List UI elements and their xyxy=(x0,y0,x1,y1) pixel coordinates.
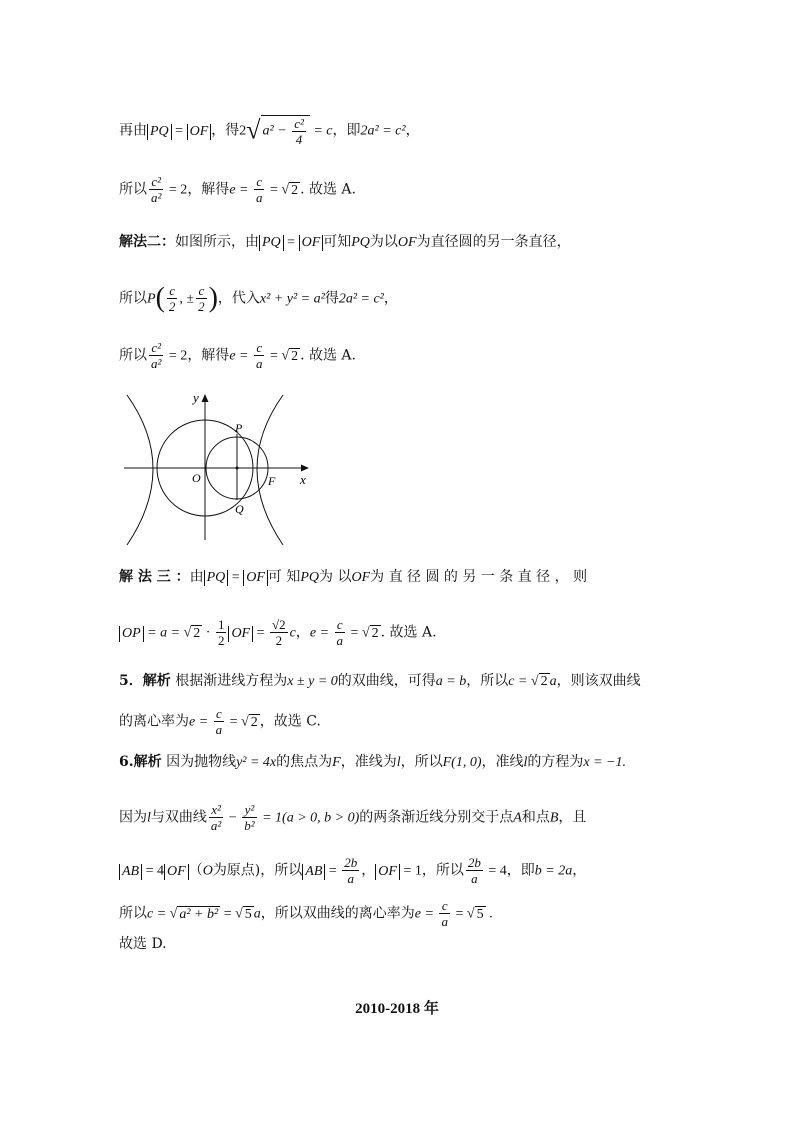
fraction xyxy=(149,340,163,371)
text: = xyxy=(266,182,282,198)
abs-op: OP xyxy=(119,626,144,642)
denominator: 2 xyxy=(275,633,283,648)
text-line-3 xyxy=(119,232,571,253)
numerator: 1 xyxy=(217,617,225,632)
text: c = xyxy=(508,674,531,689)
page-footer: 2010-2018 年 xyxy=(355,1001,439,1017)
sqrt-body: 5 xyxy=(476,906,484,922)
text: 得 xyxy=(324,290,339,307)
numerator: c xyxy=(214,706,225,722)
fraction xyxy=(335,617,346,648)
text: ，所以 xyxy=(400,754,443,770)
numerator: c xyxy=(254,174,265,190)
abs-of: OF xyxy=(164,864,189,880)
text: a xyxy=(549,674,557,689)
sqrt-body: 2 xyxy=(540,674,548,689)
numerator: y² xyxy=(242,802,256,818)
radical-sign: √ xyxy=(361,625,370,641)
fraction xyxy=(214,706,225,737)
text-line-8 xyxy=(119,671,641,692)
denominator: b² xyxy=(244,818,255,833)
denominator: a xyxy=(255,356,263,371)
text: 为原点)，所以 xyxy=(212,862,303,879)
text: P xyxy=(147,291,156,307)
sqrt-body: 2 xyxy=(291,182,299,198)
radical-sign: √ xyxy=(235,906,243,922)
text: = xyxy=(171,123,187,139)
text: e = xyxy=(229,348,252,364)
text: = 2 xyxy=(165,182,188,198)
text: l xyxy=(396,755,401,770)
fraction xyxy=(254,340,265,371)
radical-sign: √ xyxy=(246,115,261,145)
text: ，解得 xyxy=(187,347,230,364)
text: OF xyxy=(351,570,371,585)
text: − xyxy=(225,810,241,826)
text-line-13 xyxy=(119,898,493,929)
text: c = xyxy=(147,906,170,922)
text: = c xyxy=(309,123,333,139)
text: x ± y = 0 xyxy=(287,674,338,689)
text: A xyxy=(513,810,522,826)
text: = a = xyxy=(143,625,184,641)
fraction xyxy=(439,898,450,929)
sqrt-body: 2 xyxy=(371,625,379,641)
fraction xyxy=(342,855,359,886)
text: = 2 xyxy=(165,348,188,364)
denominator: 2 xyxy=(217,633,225,648)
text: 的两条渐近线分别交于点 xyxy=(359,809,514,826)
numerator: 2b xyxy=(467,855,481,870)
paren-left: ( xyxy=(155,282,165,314)
text: ，所以 xyxy=(466,673,509,689)
fraction xyxy=(149,174,163,205)
text: （ xyxy=(188,862,203,879)
text-line-4 xyxy=(119,283,398,314)
text: 所以 xyxy=(119,290,147,307)
abs-pq: PQ xyxy=(204,570,229,586)
text: = xyxy=(347,625,362,641)
text: = xyxy=(226,714,242,730)
numerator: c² xyxy=(149,340,163,356)
text: 为以 xyxy=(369,234,398,250)
text: 由 xyxy=(189,569,204,585)
fraction xyxy=(196,283,207,314)
denominator: a² xyxy=(151,356,162,371)
text: . 故选 A. xyxy=(300,347,356,364)
text: = xyxy=(228,570,244,585)
text-line-11 xyxy=(119,802,586,833)
numerator: c xyxy=(335,617,346,633)
radical-sign: √ xyxy=(241,714,249,730)
numerator: c xyxy=(254,340,265,356)
text: 因为 xyxy=(119,809,147,826)
text: 如图所示，由 xyxy=(175,234,259,250)
denominator: a xyxy=(336,633,344,648)
sqrt-body: a² + b² xyxy=(179,906,219,922)
sqrt-body xyxy=(261,115,310,147)
text: 根据渐进线方程为 xyxy=(175,673,288,689)
text: = xyxy=(220,906,236,922)
x-label: x xyxy=(300,472,306,487)
sqrt-body: 2 xyxy=(250,714,258,730)
radical-sign: √ xyxy=(281,348,290,364)
fraction xyxy=(254,174,265,205)
section-label: 解 法 三 ： xyxy=(119,569,190,585)
fraction xyxy=(270,617,288,648)
text: e = xyxy=(414,906,438,922)
text-line-6 xyxy=(119,567,675,588)
text: l xyxy=(147,810,151,826)
text: 的方程为 xyxy=(527,754,584,770)
numerator: √2 xyxy=(272,617,286,632)
text: a xyxy=(253,906,261,922)
text: a² − xyxy=(262,123,291,139)
fraction xyxy=(209,802,223,833)
point-o-label: O xyxy=(192,471,201,485)
text: 故选 D. xyxy=(119,936,167,952)
text: 再由 xyxy=(119,122,147,139)
denominator: a² xyxy=(210,818,222,833)
text: ，且 xyxy=(558,809,587,826)
fraction xyxy=(216,617,227,648)
denominator: a xyxy=(215,722,223,737)
text: ，代入 xyxy=(217,290,260,307)
fraction xyxy=(466,855,483,886)
midpoint-dot xyxy=(236,467,239,470)
text: 为 直 径 圆 的 另 一 条 直 径 ， 则 xyxy=(370,569,588,585)
text: ，准线为 xyxy=(340,754,397,770)
denominator: 2 xyxy=(198,299,205,314)
text: ，所以双曲线的离心率为 xyxy=(260,905,415,922)
text: ， xyxy=(383,290,398,307)
abs-of: OF xyxy=(228,626,253,642)
text: c xyxy=(289,625,296,641)
text-line-12 xyxy=(119,855,586,886)
text: e = xyxy=(189,714,212,730)
text: ， xyxy=(295,624,310,641)
text: 因为抛物线 xyxy=(166,754,237,770)
text: ，得 xyxy=(211,122,240,139)
numerator: c xyxy=(439,898,450,914)
text: F xyxy=(332,755,341,770)
text: b = 2a xyxy=(534,863,573,879)
text: 2 xyxy=(239,123,247,139)
hyperbola-circle-figure xyxy=(119,390,319,550)
radical-sign: √ xyxy=(466,906,475,922)
denominator: 2 xyxy=(168,299,176,314)
denominator: a xyxy=(441,914,448,929)
text: ，故选 C. xyxy=(259,713,321,730)
section-label: 6.解析 xyxy=(119,754,162,770)
text: ，所以 xyxy=(421,862,464,879)
text: 可 知 xyxy=(267,569,301,585)
abs-ab: AB xyxy=(119,864,142,880)
hyperbola-left-branch xyxy=(127,395,153,545)
text: a = b xyxy=(435,674,467,689)
text: e = xyxy=(229,182,252,198)
text: l xyxy=(523,755,528,770)
text: ，即 xyxy=(332,122,361,139)
text: F(1, 0) xyxy=(442,755,482,770)
text-line-1 xyxy=(119,115,420,147)
paren-right: ) xyxy=(208,282,218,314)
fraction xyxy=(292,116,306,147)
text: = 4 xyxy=(142,863,165,879)
abs-of: OF xyxy=(299,235,324,251)
text: e = xyxy=(309,625,333,641)
denominator: a xyxy=(255,190,263,205)
text: = 4 xyxy=(484,863,507,879)
text: 为 以 xyxy=(319,569,352,585)
fraction xyxy=(167,283,178,314)
text: . xyxy=(485,906,493,922)
denominator: a xyxy=(471,871,478,886)
text: 所以 xyxy=(119,905,147,922)
text: B xyxy=(549,810,559,826)
radical-sign: √ xyxy=(183,625,192,641)
denominator: a xyxy=(347,871,355,886)
text: 为直径圆的另一条直径， xyxy=(416,234,571,250)
text-line-5 xyxy=(119,340,356,371)
point-p-label: P xyxy=(235,421,243,435)
sqrt-body: 2 xyxy=(291,348,299,364)
text: ，则该双曲线 xyxy=(556,673,641,689)
text-line-9 xyxy=(119,706,321,737)
text: 所以 xyxy=(119,347,147,364)
text-line-10 xyxy=(119,752,626,773)
x-axis-arrow-icon xyxy=(301,465,309,472)
denominator: a² xyxy=(151,190,162,205)
sqrt-body: 2 xyxy=(193,625,201,641)
text: 的离心率为 xyxy=(119,713,189,730)
radical-sign: √ xyxy=(281,182,290,198)
text-line-14 xyxy=(119,934,167,954)
radical-sign: √ xyxy=(169,906,178,922)
text: = xyxy=(451,906,467,922)
text: = 1(a > 0, b > 0) xyxy=(258,810,360,826)
text: 可知 xyxy=(323,234,352,250)
text: 与双曲线 xyxy=(150,809,207,826)
text: 2a² = c² xyxy=(338,291,384,307)
abs-pq: PQ xyxy=(259,235,284,251)
section-label: 5．解析 xyxy=(119,673,171,689)
numerator: 2b xyxy=(344,855,358,870)
text-line-7 xyxy=(119,617,437,648)
text: · xyxy=(202,625,214,641)
fraction xyxy=(242,802,256,833)
text: ，解得 xyxy=(187,181,230,198)
denominator: 4 xyxy=(295,132,303,147)
section-label: 解法二： xyxy=(119,234,175,250)
y-axis-arrow-icon xyxy=(202,394,209,402)
abs-pq: PQ xyxy=(147,124,172,140)
numerator: c² xyxy=(149,174,163,190)
text: 的双曲线，可得 xyxy=(337,673,436,689)
text: = xyxy=(283,235,299,250)
text: y² = 4x xyxy=(236,755,277,770)
radical-sign: √ xyxy=(530,674,539,689)
text: = xyxy=(325,863,341,879)
text: PQ xyxy=(300,570,319,585)
point-f-label: F xyxy=(268,474,276,488)
numerator: x² xyxy=(209,802,223,818)
text: ，准线 xyxy=(481,754,524,770)
point-q-label: Q xyxy=(235,502,244,516)
text-line-2 xyxy=(119,174,356,205)
numerator: c² xyxy=(294,116,304,131)
text: ， xyxy=(405,122,420,139)
abs-of: OF xyxy=(187,124,212,140)
text: ，即 xyxy=(506,862,535,879)
text: . 故选 A. xyxy=(380,624,437,641)
text: PQ xyxy=(351,235,370,250)
text: 2a² = c² xyxy=(360,123,406,139)
text: . 故选 A. xyxy=(300,181,356,198)
sqrt-body: 5 xyxy=(244,906,252,922)
abs-ab: AB xyxy=(302,864,325,880)
abs-of: OF xyxy=(375,864,400,880)
text: x = −1. xyxy=(583,755,626,770)
hyperbola-right-branch xyxy=(257,395,283,545)
text: ， xyxy=(361,862,376,879)
text: 所以 xyxy=(119,181,147,198)
text: 的焦点为 xyxy=(276,754,333,770)
y-label: y xyxy=(193,390,199,405)
text: OF xyxy=(397,235,417,250)
numerator: c xyxy=(167,283,178,299)
text: ， xyxy=(572,862,587,879)
text: x² + y² = a² xyxy=(259,291,325,307)
text: O xyxy=(202,863,213,879)
text: = xyxy=(266,348,282,364)
text: = 1 xyxy=(399,863,422,879)
text: 和点 xyxy=(521,809,550,826)
numerator: c xyxy=(196,283,207,299)
text: , ± xyxy=(179,291,195,307)
abs-of: OF xyxy=(243,570,268,586)
text: = xyxy=(253,625,269,641)
